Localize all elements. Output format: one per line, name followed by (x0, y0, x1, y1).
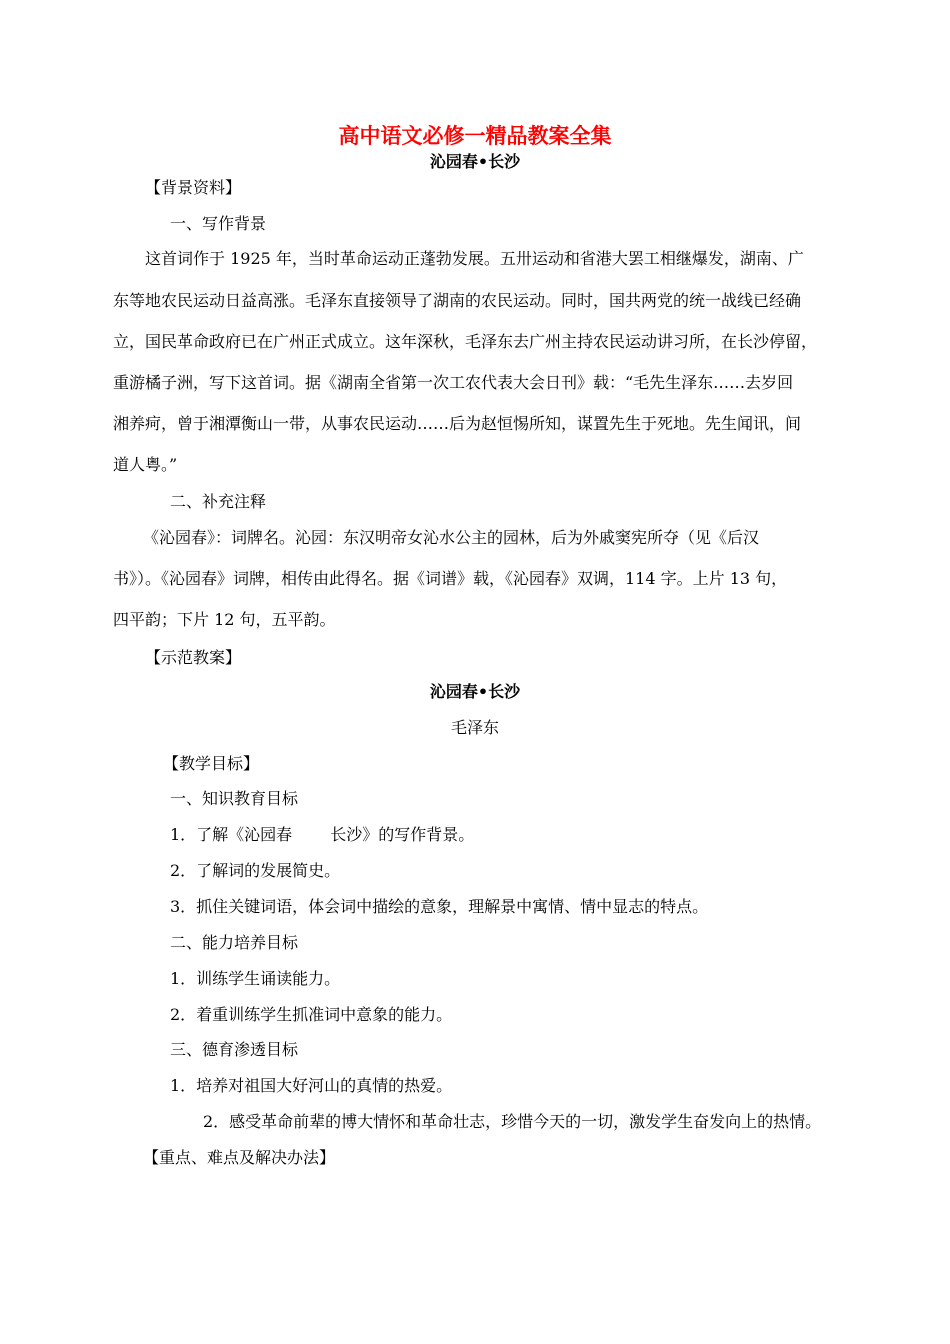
teaching-goals-heading: 【教学目标】 (163, 754, 260, 773)
writing-background-heading: 一、写作背景 (170, 214, 267, 233)
knowledge-goal-item-3: 3．抓住关键词语，体会词中描绘的意象，理解景中寓情、情中显志的特点。 (170, 897, 709, 916)
poem-title: 沁园春•长沙 (429, 682, 521, 701)
knowledge-goal-item-1-part-b: 长沙》的写作背景。 (330, 825, 475, 844)
notes-paragraph-line-2: 书》）。《沁园春》词牌，相传由此得名。据《词谱》载，《沁园春》双调，114 字。上片 13 句， (113, 569, 788, 588)
background-paragraph-line-6: 道人粤。” (113, 455, 178, 474)
background-paragraph-line-3: 立，国民革命政府已在广州正式成立。这年深秋，毛泽东去广州主持农民运动讲习所，在长沙停留， (113, 332, 818, 351)
key-points-heading: 【重点、难点及解决办法】 (143, 1148, 336, 1167)
notes-heading: 二、补充注释 (170, 492, 267, 511)
ability-goal-item-2: 2．着重训练学生抓准词中意象的能力。 (170, 1005, 453, 1024)
ability-goal-heading: 二、能力培养目标 (170, 933, 299, 952)
moral-goal-heading: 三、德育渗透目标 (170, 1040, 299, 1059)
knowledge-goal-item-2: 2．了解词的发展简史。 (170, 861, 341, 880)
knowledge-goal-item-1-part-a: 1．了解《沁园春 (170, 825, 293, 844)
poem-author: 毛泽东 (450, 718, 499, 737)
knowledge-goal-heading: 一、知识教育目标 (170, 789, 299, 808)
ability-goal-item-1: 1．训练学生诵读能力。 (170, 969, 341, 988)
moral-goal-item-1: 1．培养对祖国大好河山的真情的热爱。 (170, 1076, 453, 1095)
moral-goal-item-2: 2．感受革命前辈的博大情怀和革命壮志，珍惜今天的一切，激发学生奋发向上的热情。 (203, 1112, 822, 1131)
background-paragraph-line-1: 这首词作于 1925 年，当时革命运动正蓬勃发展。五卅运动和省港大罢工相继爆发，湖南、广 (145, 249, 804, 268)
model-plan-heading: 【示范教案】 (145, 648, 242, 667)
background-paragraph-line-2: 东等地农民运动日益高涨。毛泽东直接领导了湖南的农民运动。同时，国共两党的统一战线已经确 (113, 291, 802, 310)
background-paragraph-line-5: 湘养疴，曾于湘潭衡山一带，从事农民运动……后为赵恒惕所知，谋置先生于死地。先生闻讯，间 (113, 414, 802, 433)
notes-paragraph-line-1: 《沁园春》：词牌名。沁园：东汉明帝女沁水公主的园林，后为外戚窦宪所夺（见《后汉 (143, 528, 760, 547)
background-heading: 【背景资料】 (145, 178, 242, 197)
knowledge-goal-item-1 (170, 825, 474, 845)
background-paragraph-line-4: 重游橘子洲，写下这首词。据《湖南全省第一次工农代表大会日刊》载：“毛先生泽东……去岁回 (113, 373, 794, 392)
document-title: 高中语文必修一精品教案全集 (338, 123, 612, 148)
notes-paragraph-line-3: 四平韵；下片 12 句，五平韵。 (113, 610, 336, 629)
poem-title-header: 沁园春•长沙 (429, 152, 521, 171)
